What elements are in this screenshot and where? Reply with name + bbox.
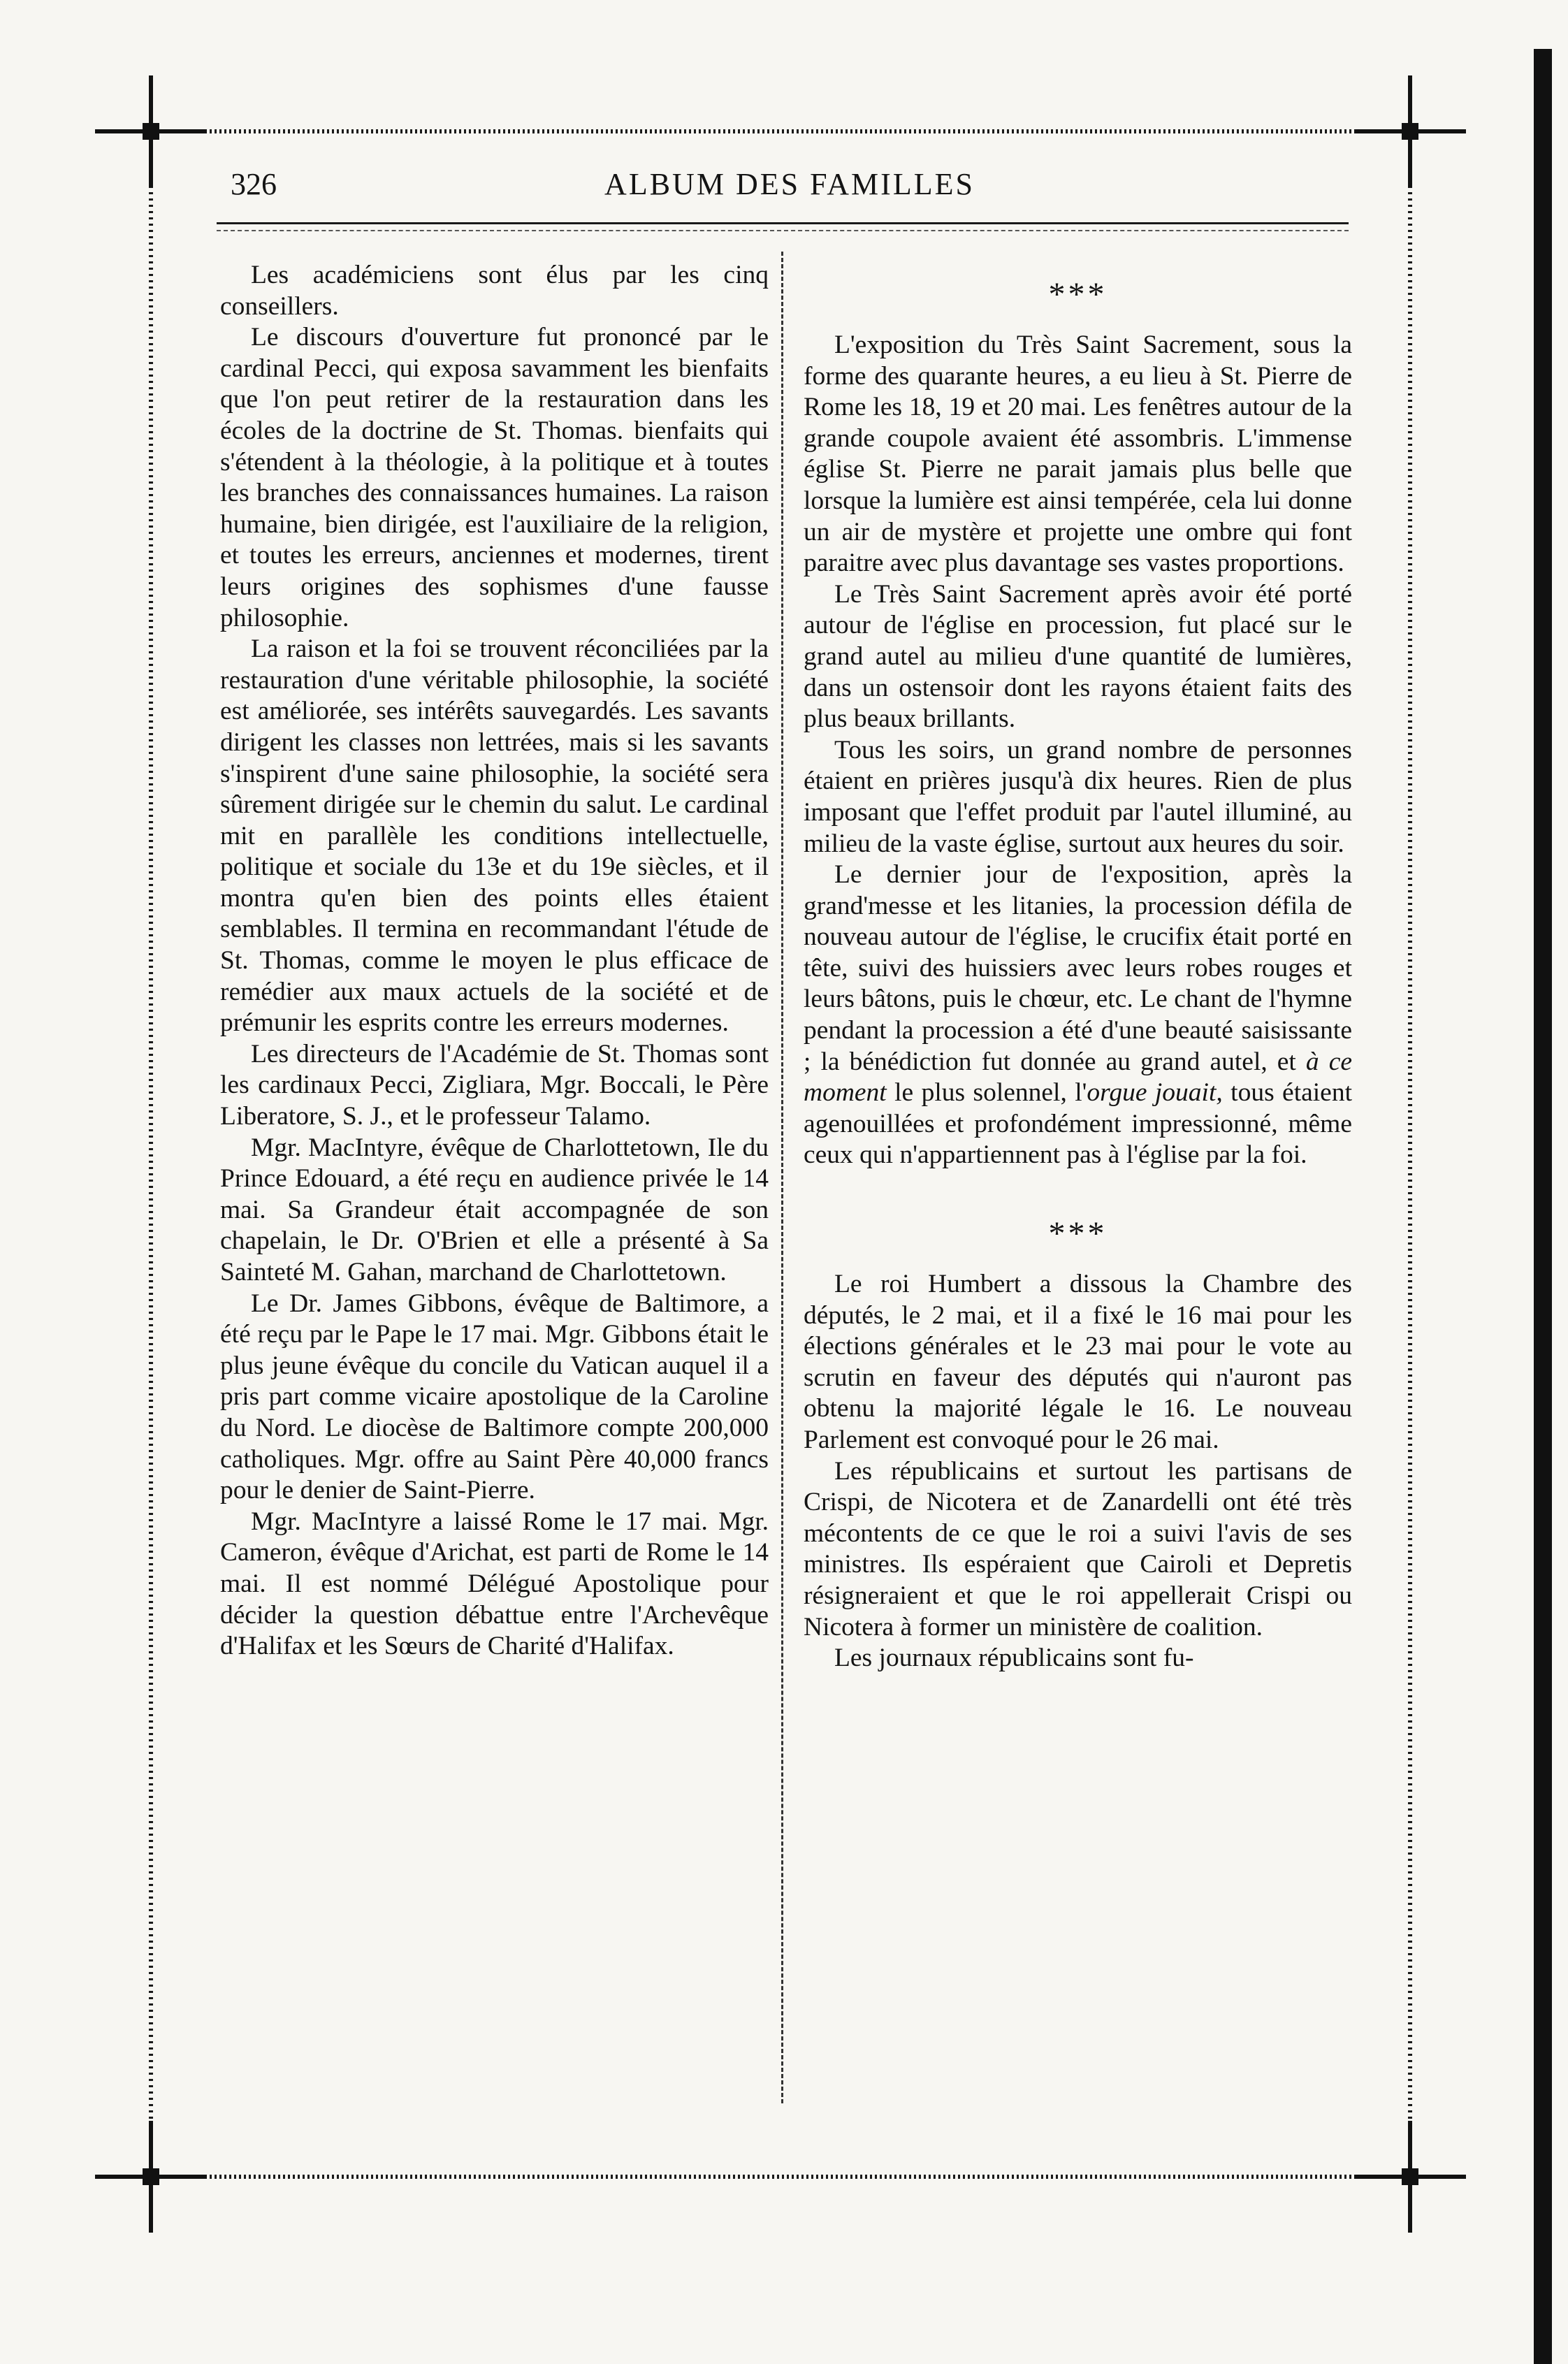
paragraph: La raison et la foi se trouvent réconciliées par la restauration d'une véritable philosophie, la société est améliorée, ses intérêts sauvegardés. Les savants dirigent les classes non lettrées, mais si les savants s'inspirent d'une saine philosophie, la société sera sûrement dirigée sur le chemin du salut. Le cardinal mit en parallèle les conditions intellectuelle, politique et sociale du 13e et du 19e siècles, et il montra qu'en bien des points elles étaient semblables. Il termina en recommandant l'étude de St. Thomas, comme le moyen le plus efficace de remédier aux maux actuels de la société et de prémunir les esprits contre les erreurs modernes. [220, 634, 769, 1038]
paragraph: Le Très Saint Sacrement après avoir été porté autour de l'église en procession, fut placé sur le grand autel au milieu d'une quantité de lumières, dans un ostensoir dont les rayons étaient faits des plus beaux brillants. [804, 579, 1352, 734]
paragraph: Les journaux républicains sont fu- [834, 1644, 1194, 1673]
paragraph: Les académiciens sont élus par les cinq conseillers. [220, 261, 769, 321]
header-rule [217, 222, 1349, 231]
right-column [804, 260, 1352, 1674]
paragraph: Les directeurs de l'Académie de St. Thomas sont les cardinaux Pecci, Zigliara, Mgr. Boccali, le Père Liberatore, S. J., et le professeur Talamo. [220, 1039, 769, 1131]
left-column [220, 260, 769, 1662]
paragraph: Le Dr. James Gibbons, évêque de Baltimore, a été reçu par le Pape le 17 mai. Mgr. Gibbons était le plus jeune évêque du concile du Vatican auquel il a pris part comme vicaire apostolique de la Caroline du Nord. Le diocèse de Baltimore compte 200,000 catholiques. Mgr. offre au Saint Père 40,000 francs pour le denier de Saint-Pierre. [220, 1289, 769, 1505]
column-divider [781, 252, 783, 2103]
italic-phrase: orgue jouait, [1087, 1078, 1223, 1108]
section-asterism: *** [1048, 1215, 1108, 1253]
corner-ornament-top-left [130, 110, 172, 152]
right-ornamental-rule [1408, 161, 1412, 2152]
binding-edge [1534, 49, 1552, 2364]
page-number: 326 [231, 167, 277, 201]
corner-ornament-top-right [1389, 110, 1431, 152]
paragraph [804, 860, 1352, 1171]
running-title: ALBUM DES FAMILLES [604, 167, 975, 201]
italic-phrase: à ce moment [804, 1047, 1352, 1108]
paragraph: Le discours d'ouverture fut prononcé par le cardinal Pecci, qui exposa savamment les bienfaits que l'on peut retirer de la restauration dans les écoles de la doctrine de St. Thomas. bienfaits qui s'étendent à la théologie, à la politique et à toutes les branches des connaissances humaines. La raison humaine, bien dirigée, est l'auxiliaire de la religion, et toutes les erreurs, anciennes et modernes, tirent leurs origines des sophismes d'une fausse philosophie. [220, 323, 769, 632]
paragraph: Les républicains et surtout les partisans de Crispi, de Nicotera et de Zanardelli ont été très mécontents de ce que le roi a suivi l'avis de ses ministres. Ils espéraient que Cairoli et Depretis résigneraient et que le roi appellerait Crispi ou Nicotera à former un ministère de coalition. [804, 1456, 1352, 1641]
section-asterism: *** [1048, 276, 1108, 313]
text-run: le plus solennel, l' [886, 1078, 1087, 1108]
running-head [231, 166, 1349, 215]
paragraph: Tous les soirs, un grand nombre de personnes étaient en prières jusqu'à dix heures. Rien de plus imposant que l'effet produit par l'autel illuminé, au milieu de la vaste église, surtout aux heures du soir. [804, 735, 1352, 858]
paragraph: Mgr. MacIntyre, évêque de Charlottetown, Ile du Prince Edouard, a été reçu en audience privée le 14 mai. Sa Grandeur était accompagnée de son chapelain, le Dr. O'Brien et elle a présenté à Sa Sainteté M. Gahan, marchand de Charlottetown. [220, 1133, 769, 1286]
text-run: tous étaient agenouillées et profondément impressionné, même ceux qui n'appartiennent pas à l'église par la foi. [804, 1078, 1352, 1170]
paragraph: Mgr. MacIntyre a laissé Rome le 17 mai. Mgr. Cameron, évêque d'Arichat, est parti de Rome le 14 mai. Il est nommé Délégué Apostolique pour décider la question débattue entre l'Archevêque d'Halifax et les Sœurs de Charité d'Halifax. [220, 1507, 769, 1661]
paragraph: Le roi Humbert a dissous la Chambre des députés, le 2 mai, et il a fixé le 16 mai pour les élections générales et le 23 mai pour le vote au scrutin en faveur des députés qui n'auront pas obtenu la majorité légale le 16. Le nouveau Parlement est convoqué pour le 26 mai. [804, 1270, 1352, 1454]
text-run: Le dernier jour de l'exposition, après la grand'messe et les litanies, la procession défila de nouveau autour de l'église, le crucifix était porté en tête, suivi des huissiers avec leurs robes rouges et leurs bâtons, puis le chœur, etc. Le chant de l'hymne pendant la procession a été d'une beauté saisissante ; la bénédiction fut donnée au grand autel, et [804, 860, 1352, 1076]
corner-ornament-bottom-right [1389, 2156, 1431, 2198]
top-ornamental-rule [161, 129, 1418, 133]
corner-ornament-bottom-left [130, 2156, 172, 2198]
left-ornamental-rule [149, 161, 153, 2152]
bottom-ornamental-rule [161, 2175, 1418, 2179]
paragraph: L'exposition du Très Saint Sacrement, sous la forme des quarante heures, a eu lieu à St. Pierre de Rome les 18, 19 et 20 mai. Les fenêtres autour de la grande coupole avaient été assombris. L'immense église St. Pierre ne parait jamais plus belle que lorsque la lumière est ainsi tempérée, cela lui donne un air de mystère et projette une ombre qui font paraitre avec plus davantage ses vastes proportions. [804, 331, 1352, 578]
